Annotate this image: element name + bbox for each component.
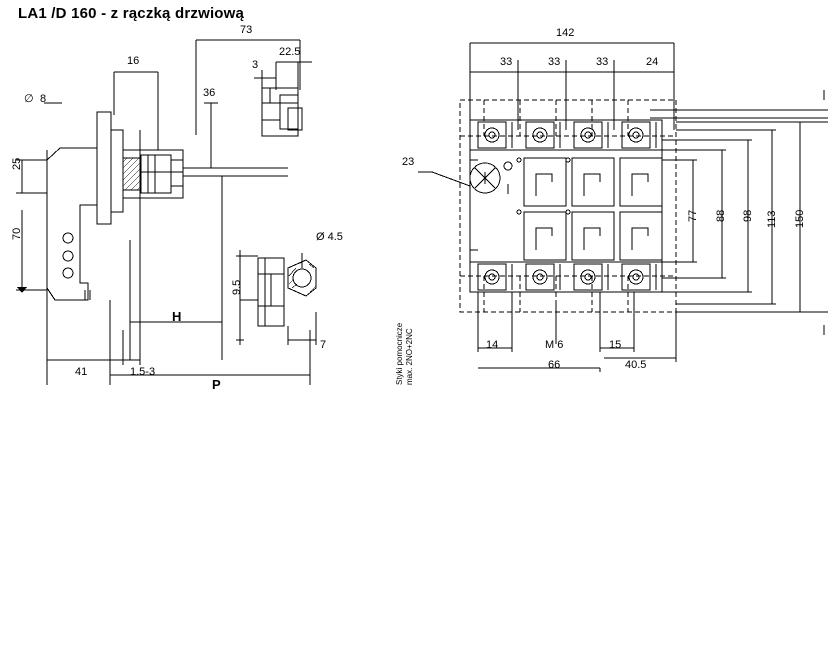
dim-phi-4-5: Ø 4.5 [316,231,343,243]
dim-113: 113 [766,210,778,228]
dim-41: 41 [75,366,88,378]
dim-14: 14 [486,339,499,351]
dim-33-c: 33 [596,56,609,68]
dim-1-5-3: 1.5-3 [130,366,156,378]
note-line-2: max. 2NO+2NC [405,328,414,385]
dim-150: 150 [794,209,806,228]
dim-98: 98 [742,209,754,222]
label-P: P [212,377,221,392]
dim-33-a: 33 [500,56,513,68]
page-title: LA1 /D 160 - z rączką drzwiową [18,5,245,22]
dim-15: 15 [609,339,622,351]
dim-33-b: 33 [548,56,561,68]
label-H: H [172,309,182,324]
dim-70: 70 [11,227,23,240]
note-line-1: Styki pomocnicze [395,322,404,385]
dim-phi-8: 8 [40,93,47,105]
dim-3: 3 [252,59,259,71]
dim-77: 77 [687,209,699,222]
dim-40-5: 40.5 [625,359,647,371]
dim-88: 88 [715,209,727,222]
dim-142: 142 [556,27,575,39]
dim-9-5: 9.5 [231,279,243,295]
dim-16: 16 [127,55,140,67]
dim-36: 36 [203,87,216,99]
dim-M6: M 6 [545,339,564,351]
dim-25: 25 [11,157,23,170]
dim-23: 23 [402,156,415,168]
dim-7: 7 [320,339,327,351]
dim-22-5: 22.5 [279,46,301,58]
dim-66: 66 [548,359,561,371]
dim-24: 24 [646,56,659,68]
dim-phi-symbol: ∅ [24,93,34,105]
dim-73: 73 [240,24,253,36]
